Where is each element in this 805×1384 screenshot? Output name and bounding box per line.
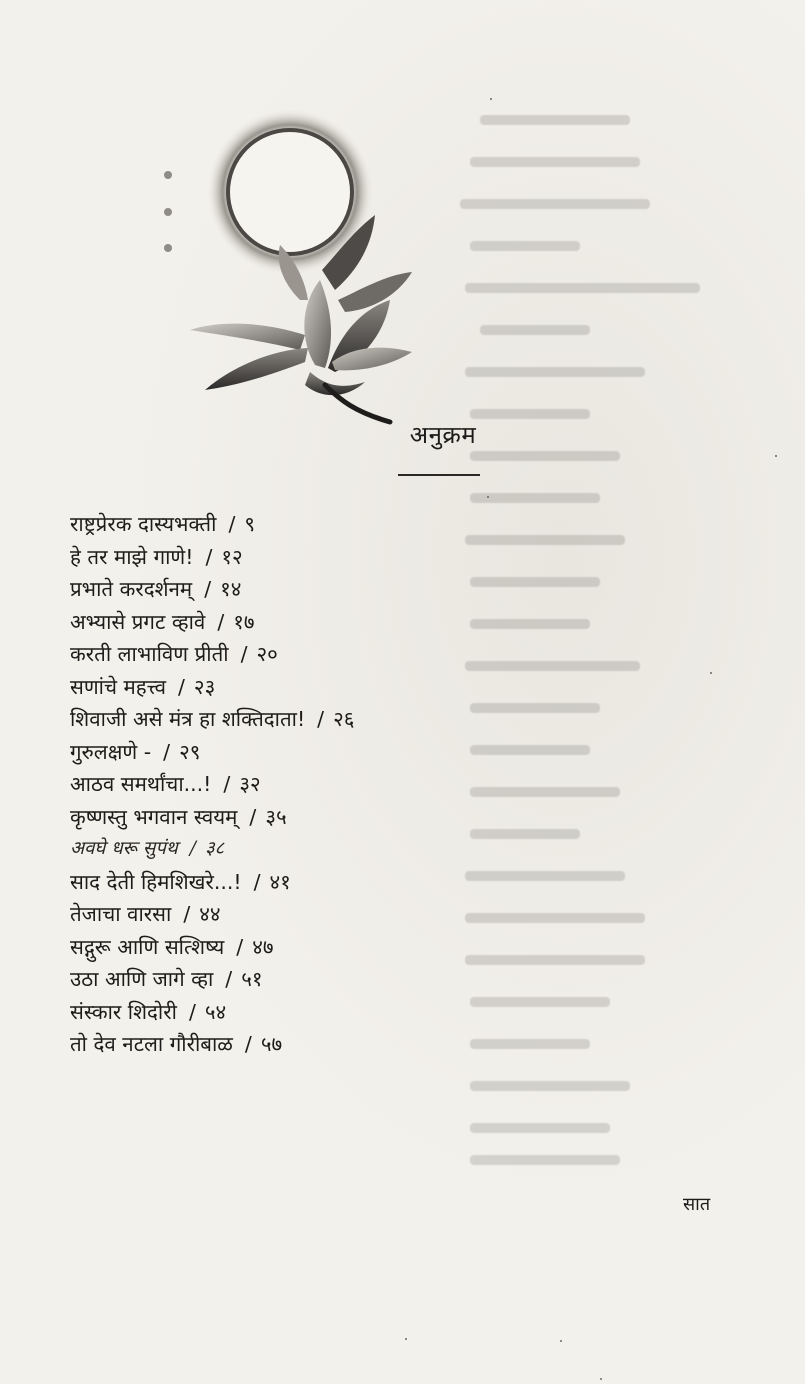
toc-separator: / [240,642,248,666]
toc-entry-title: अवघे धरू सुपंथ [70,838,178,859]
toc-entry-page: ३८ [204,838,225,859]
toc-entry [70,703,354,736]
toc-entry-title: तेजाचा वारसा [70,902,172,926]
toc-entry-title: अभ्यासे प्रगट व्हावे [70,609,206,634]
toc-entry-title: राष्ट्रप्रेरक दास्यभक्ती [70,512,217,536]
toc-entry-page: ९ [244,512,256,536]
toc-entry-title: सणांचे महत्त्व [70,674,166,699]
page-number: सात [683,1194,711,1215]
toc-entry [70,801,354,834]
toc-entry-page: ५१ [241,967,263,991]
toc-entry-title: उठा आणि जागे व्हा [70,967,214,991]
toc-separator: / [188,999,196,1024]
toc-entry-page: १४ [220,577,242,601]
toc-separator: / [236,934,244,959]
toc-entry-title: साद देती हिमशिखरे...! [70,869,242,894]
paper-speck [560,1340,562,1342]
toc-separator: / [217,609,225,634]
paper-speck [775,455,777,457]
toc-entry-title: करती लाभाविण प्रीती [70,642,229,666]
toc-entry-page: २९ [179,739,201,764]
toc-entry-page: १७ [233,609,255,634]
toc-entry-title: संस्कार शिदोरी [70,999,177,1024]
toc-entry [70,866,354,899]
toc-entry [70,768,354,801]
toc-separator: / [183,902,191,926]
toc-separator: / [225,967,233,991]
toc-entry-page: ५७ [260,1032,283,1056]
paper-speck [600,1378,602,1380]
reverse-page-bleed [440,105,800,1185]
toc-entry [70,671,354,704]
toc-entry [70,898,354,931]
toc-entry-page: ३५ [265,804,287,829]
toc-entry-title: शिवाजी असे मंत्र हा शक्तिदाता! [70,707,306,731]
toc-entry [70,736,354,769]
toc-entry-title: गुरुलक्षणे - [70,739,152,764]
heading-underline [398,474,480,476]
toc-entry [70,508,354,541]
toc-separator: / [177,674,185,699]
toc-entry [70,606,354,639]
toc-separator: / [189,838,196,859]
toc-entry-title: आठव समर्थांचा...! [70,772,212,796]
toc-entry-title: सद्गुरू आणि सत्शिष्य [70,934,225,959]
toc-entry [70,638,354,671]
paper-speck [490,98,492,100]
toc-separator: / [163,739,171,764]
toc-entry [70,573,354,606]
toc-separator: / [249,804,257,829]
toc-entry-page: ५४ [204,999,227,1024]
toc-entry [70,541,354,574]
toc-entry-page: ४७ [252,934,274,959]
paper-speck [710,672,712,674]
toc-entry-page: ४१ [269,869,291,894]
toc-separator: / [204,577,212,601]
toc-entry-page: २० [256,642,278,666]
toc-entry-title: हे तर माझे गाणे! [70,544,194,569]
toc-entry-title: प्रभाते करदर्शनम् [70,577,193,601]
toc-entry-title: कृष्णस्तु भगवान स्वयम् [70,804,238,829]
toc-entry [70,996,354,1029]
toc-entry-page: २६ [333,707,355,731]
toc-entry [70,931,354,964]
toc-entry [70,833,354,866]
lotus-sun-emblem [150,100,450,440]
toc-separator: / [223,772,231,796]
contents-heading: अनुक्रम [409,421,477,449]
toc-entry-page: २३ [193,674,216,699]
toc-entry [70,1028,354,1061]
toc-separator: / [317,707,325,731]
toc-separator: / [253,869,261,894]
toc-entry-page: ४४ [199,902,221,926]
table-of-contents [70,508,354,1061]
toc-entry-title: तो देव नटला गौरीबाळ [70,1032,233,1056]
toc-separator: / [205,544,213,569]
toc-separator: / [244,1032,252,1056]
toc-entry-page: ३२ [239,772,261,796]
toc-separator: / [228,512,236,536]
paper-speck [405,1338,407,1340]
paper-speck [487,496,489,498]
toc-entry-page: १२ [221,544,243,569]
toc-entry [70,963,354,996]
